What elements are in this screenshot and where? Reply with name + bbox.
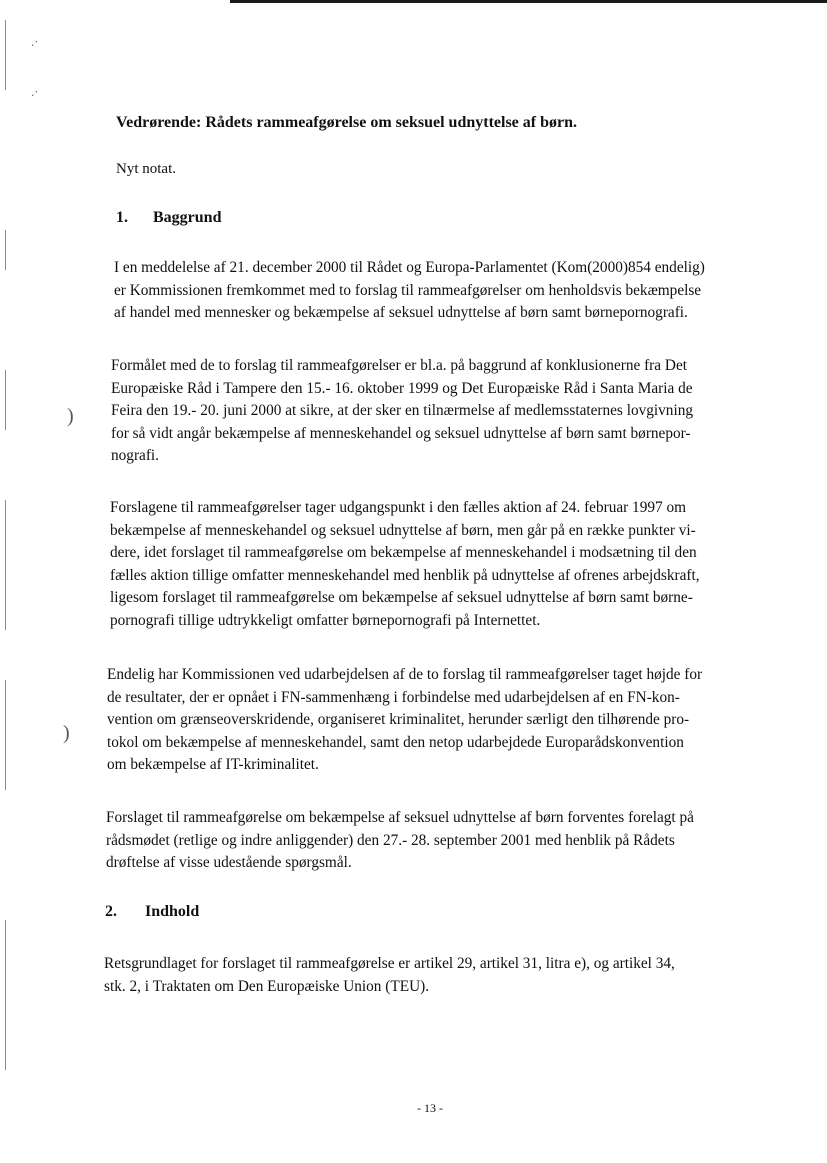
text-line: Endelig har Kommissionen ved udarbejdelsen af de to forslag til rammeafgørelser taget højde for — [107, 666, 703, 683]
text-line: ligesom forslaget til rammeafgørelse om bekæmpelse af seksuel udnyttelse af børn samt børne- — [110, 589, 693, 606]
binder-hole-mark: ) — [63, 722, 70, 744]
text-line: Feira den 19.- 20. juni 2000 at sikre, at der sker en tilnærmelse af medlemsstaternes lovgivning — [111, 402, 693, 419]
text-line: Retsgrundlaget for forslaget til rammeafgørelse er artikel 29, artikel 31, litra e), og artikel 34, — [104, 955, 675, 972]
text-line: pornografi tillige udtrykkeligt omfatter børnepornografi på Internettet. — [110, 611, 541, 629]
text-line: dere, idet forslaget til rammeafgørelse om bekæmpelse af menneskehandel i modsætning til den — [110, 544, 697, 561]
scan-edge-line-4 — [5, 500, 6, 630]
text-line: Formålet med de to forslag til rammeafgørelser er bl.a. på baggrund af konklusionerne fra Det — [111, 357, 687, 374]
section-title: Indhold — [145, 903, 200, 920]
paragraph-2 — [111, 355, 693, 468]
text-line: rådsmødet (retlige og indre anliggender) den 27.- 28. september 2001 med henblik på Rådets — [106, 831, 675, 849]
scan-edge-line-3 — [5, 370, 6, 430]
document-subject: Vedrørende: Rådets rammeafgørelse om seksuel udnyttelse af børn. — [116, 114, 577, 131]
paragraph-1 — [114, 257, 705, 325]
section-title: Baggrund — [153, 209, 222, 226]
scan-edge-line-5 — [5, 680, 6, 790]
text-line: bekæmpelse af menneskehandel og seksuel udnyttelse af børn, men går på en række punkter vi- — [110, 521, 696, 539]
scan-speck-mark: .· — [31, 34, 39, 49]
section-number: 1. — [116, 209, 128, 226]
text-line: af handel med mennesker og bekæmpelse af seksuel udnyttelse af børn samt børnepornografi. — [114, 304, 688, 321]
paragraph-4 — [107, 664, 702, 777]
scan-edge-line-6 — [5, 920, 6, 1070]
text-line: er Kommissionen fremkommet med to forslag til rammeafgørelser om henholdsvis bekæmpelse — [114, 281, 702, 299]
text-line: drøftelse af visse udestående spørgsmål. — [106, 854, 352, 871]
top-edge-rule — [230, 0, 827, 3]
text-line: om bekæmpelse af IT-kriminalitet. — [107, 756, 319, 773]
scan-edge-line-1 — [5, 20, 6, 90]
binder-hole-mark: ) — [67, 405, 74, 427]
section-number: 2. — [105, 903, 117, 920]
section-heading-2 — [105, 903, 199, 921]
page-number: - 13 - — [417, 1101, 443, 1115]
scan-edge-line-2 — [5, 230, 6, 270]
text-line: Forslaget til rammeafgørelse om bekæmpelse af seksuel udnyttelse af børn forventes forelagt på — [106, 809, 694, 826]
text-line: Forslagene til rammeafgørelser tager udgangspunkt i den fælles aktion af 24. februar 1997 om — [110, 499, 687, 516]
paragraph-3 — [110, 497, 700, 632]
section-heading-1 — [116, 209, 221, 227]
text-line: stk. 2, i Traktaten om Den Europæiske Union (TEU). — [104, 977, 430, 995]
text-line: nografi. — [111, 447, 159, 464]
text-line: Europæiske Råd i Tampere den 15.- 16. oktober 1999 og Det Europæiske Råd i Santa Maria de — [111, 379, 693, 397]
text-line: vention om grænseoverskridende, organiseret kriminalitet, herunder særligt den tilhørende pro- — [107, 711, 690, 728]
text-line: de resultater, der er opnået i FN-sammenhæng i forbindelse med udarbejdelsen af en FN-kon- — [107, 688, 680, 706]
text-line: fælles aktion tillige omfatter menneskehandel med henblik på udnyttelse af ofrenes arbejdskraft, — [110, 566, 700, 584]
paragraph-5 — [106, 807, 694, 875]
paragraph-6 — [104, 953, 675, 998]
text-line: tokol om bekæmpelse af menneskehandel, samt den netop udarbejdede Europarådskonvention — [107, 733, 684, 751]
scan-speck-mark: .· — [31, 84, 39, 99]
text-line: I en meddelelse af 21. december 2000 til Rådet og Europa-Parlamentet (Kom(2000)854 endelig) — [114, 259, 705, 276]
text-line: for så vidt angår bekæmpelse af menneskehandel og seksuel udnyttelse af børn samt børnepor- — [111, 424, 691, 442]
document-note: Nyt notat. — [116, 161, 176, 177]
